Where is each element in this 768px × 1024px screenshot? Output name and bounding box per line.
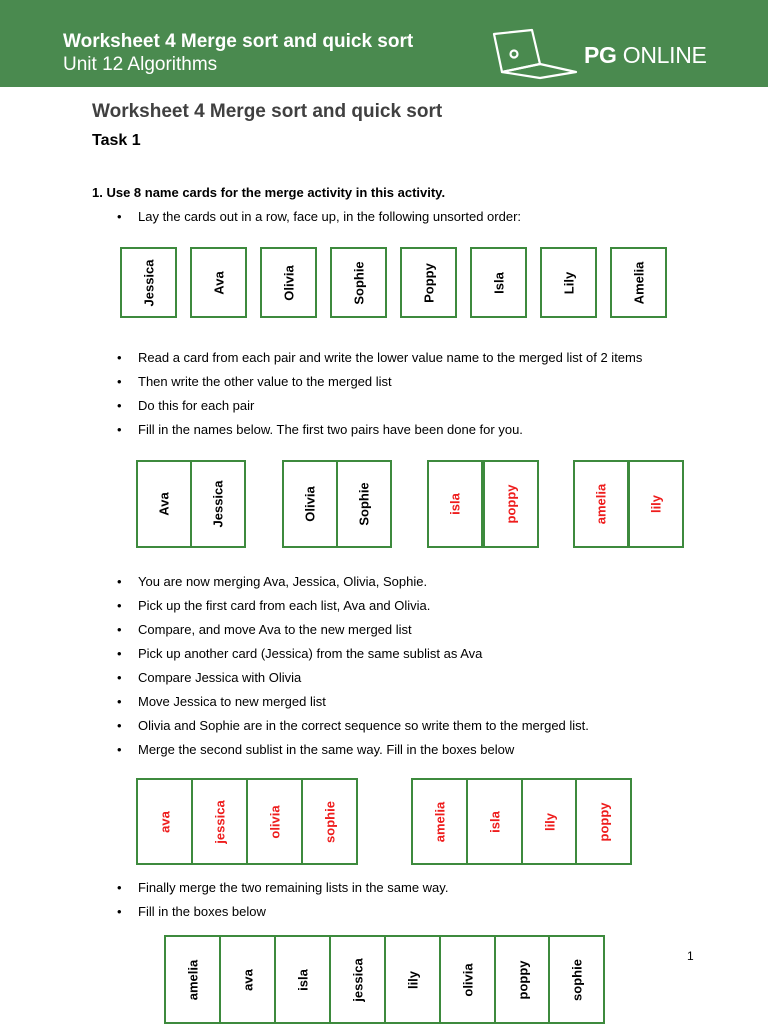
list-item: • Fill in the boxes below: [117, 904, 448, 928]
name-card: [190, 460, 246, 548]
name-card: [384, 935, 441, 1024]
name-card: [301, 778, 358, 865]
task-heading: Task 1: [92, 132, 141, 149]
card-name-text: poppy: [503, 484, 519, 524]
name-card: [120, 247, 177, 318]
name-card: [466, 778, 523, 865]
card-name-text: isla: [447, 493, 463, 515]
card-name-text: poppy: [596, 802, 611, 841]
card-name-text: amelia: [432, 801, 447, 842]
page-header-banner: [0, 0, 768, 87]
card-name-text: amelia: [593, 483, 609, 525]
card-name-text: Olivia: [302, 486, 318, 522]
list-item: • Compare Jessica with Olivia: [117, 670, 589, 694]
list-item: • Then write the other value to the merged list: [117, 374, 642, 398]
card-name-text: lily: [542, 812, 557, 831]
list-item: • Finally merge the two remaining lists in the same way.: [117, 880, 448, 904]
card-name-text: poppy: [515, 960, 530, 999]
bullet-list-merge-four: [117, 574, 589, 766]
name-card: [329, 935, 386, 1024]
bullet-list-intro: [117, 209, 521, 233]
question-1: 1. Use 8 name cards for the merge activity in this activity.: [92, 185, 446, 200]
card-name-text: Poppy: [421, 262, 436, 303]
card-name-text: Lily: [561, 271, 576, 294]
name-card: [164, 935, 221, 1024]
name-card: [274, 935, 331, 1024]
card-name-text: ava: [240, 968, 255, 991]
bullet-list-final: [117, 880, 448, 928]
list-item: • You are now merging Ava, Jessica, Olivia, Sophie.: [117, 574, 589, 598]
card-name-text: lily: [648, 494, 664, 514]
name-card: [400, 247, 457, 318]
card-name-text: Jessica: [141, 259, 156, 306]
card-name-text: olivia: [460, 962, 475, 997]
name-card: [521, 778, 578, 865]
laptop-logo-icon: [490, 28, 578, 80]
card-name-text: amelia: [185, 959, 200, 1000]
card-name-text: sophie: [569, 958, 584, 1001]
bullet-list-pairs: [117, 350, 642, 446]
card-name-text: lily: [405, 970, 420, 989]
name-card: [136, 460, 192, 548]
card-name-text: isla: [295, 968, 310, 991]
name-card: [540, 247, 597, 318]
card-name-text: Sophie: [351, 260, 366, 305]
name-card: [575, 778, 632, 865]
card-name-text: Amelia: [631, 261, 646, 304]
card-name-text: sophie: [322, 800, 337, 843]
list-item: • Pick up another card (Jessica) from the same sublist as Ava: [117, 646, 589, 670]
card-name-text: Ava: [156, 492, 172, 516]
name-card: [191, 778, 248, 865]
name-card: [427, 460, 483, 548]
name-card: [260, 247, 317, 318]
name-card: [628, 460, 684, 548]
card-name-text: olivia: [267, 804, 282, 839]
header-subtitle: Unit 12 Algorithms: [63, 54, 218, 75]
list-item: • Move Jessica to new merged list: [117, 694, 589, 718]
name-card: [282, 460, 338, 548]
card-name-text: Ava: [211, 270, 226, 295]
name-card: [336, 460, 392, 548]
name-card: [190, 247, 247, 318]
card-name-text: Sophie: [356, 482, 372, 526]
list-item: • Compare, and move Ava to the new merged list: [117, 622, 589, 646]
list-item: • Pick up the first card from each list, Ava and Olivia.: [117, 598, 589, 622]
name-card: [136, 778, 193, 865]
list-item: • Fill in the names below. The first two pairs have been done for you.: [117, 422, 642, 446]
name-card: [439, 935, 496, 1024]
list-item: • Do this for each pair: [117, 398, 642, 422]
document-title: Worksheet 4 Merge sort and quick sort: [92, 101, 443, 122]
name-card: [219, 935, 276, 1024]
list-item: • Merge the second sublist in the same way. Fill in the boxes below: [117, 742, 589, 766]
header-title: Worksheet 4 Merge sort and quick sort: [63, 31, 414, 52]
list-item: • Read a card from each pair and write the lower value name to the merged list of 2 items: [117, 350, 642, 374]
name-card: [470, 247, 527, 318]
name-card: [548, 935, 605, 1024]
card-name-text: Olivia: [281, 264, 296, 301]
name-card: [411, 778, 468, 865]
name-card: [483, 460, 539, 548]
card-name-text: isla: [487, 810, 502, 833]
page-number: 1: [687, 949, 694, 963]
name-card: [610, 247, 667, 318]
card-name-text: jessica: [350, 957, 365, 1002]
name-card: [246, 778, 303, 865]
list-item: • Lay the cards out in a row, face up, in the following unsorted order:: [117, 209, 521, 233]
card-name-text: ava: [157, 810, 172, 833]
brand-logo-text: PG ONLINE: [584, 42, 707, 68]
list-item: • Olivia and Sophie are in the correct sequence so write them to the merged list.: [117, 718, 589, 742]
name-card: [330, 247, 387, 318]
name-card: [494, 935, 551, 1024]
name-card: [573, 460, 629, 548]
card-name-text: jessica: [212, 799, 227, 844]
card-name-text: Isla: [491, 271, 506, 294]
card-name-text: Jessica: [210, 480, 226, 528]
